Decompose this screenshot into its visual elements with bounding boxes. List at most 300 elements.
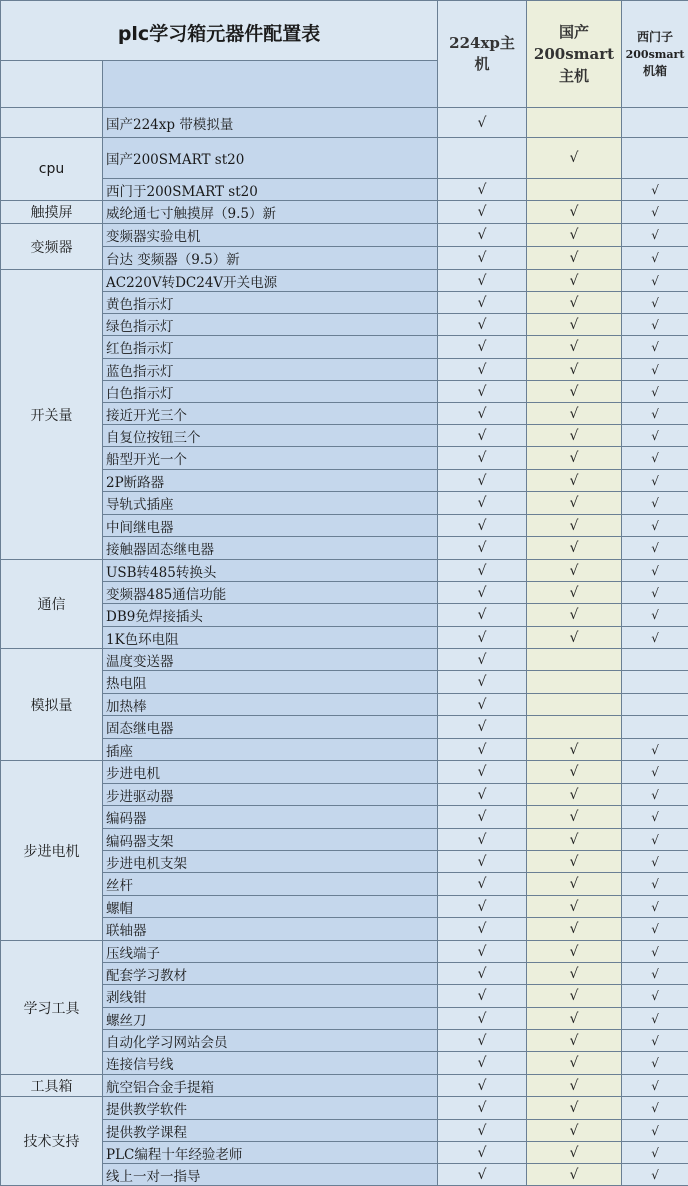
check-cell-a <box>438 425 527 447</box>
table-row <box>1 359 688 381</box>
check-cell-c <box>622 515 688 537</box>
check-cell-c <box>622 359 688 381</box>
check-cell-a <box>438 761 527 784</box>
checkmark-icon: √ <box>477 629 487 646</box>
check-cell-b <box>527 292 622 314</box>
check-cell-c <box>622 470 688 492</box>
checkmark-icon: √ <box>477 427 487 444</box>
checkmark-icon: √ <box>651 496 659 510</box>
check-cell-c <box>622 582 688 604</box>
component-name-cell: 连接信号线 <box>103 1052 438 1075</box>
check-cell-a <box>438 108 527 138</box>
check-cell-b <box>527 649 622 671</box>
category-cell: 学习工具 <box>1 941 103 1075</box>
checkmark-icon: √ <box>569 427 579 444</box>
check-cell-b <box>527 470 622 492</box>
checkmark-icon: √ <box>477 898 487 915</box>
component-name-cell: 自动化学习网站会员 <box>103 1030 438 1052</box>
checkmark-icon: √ <box>569 853 579 870</box>
column-header-200smart-domestic: 国产 200smart 主机 <box>527 1 622 108</box>
check-cell-c <box>622 1097 688 1120</box>
check-cell-b <box>527 896 622 918</box>
check-cell-a <box>438 247 527 270</box>
checkmark-icon: √ <box>651 317 659 332</box>
check-cell-a <box>438 671 527 694</box>
column-header-224xp: 224xp主 机 <box>438 1 527 108</box>
check-cell-a <box>438 716 527 739</box>
check-cell-a <box>438 1030 527 1052</box>
component-name-cell: 配套学习教材 <box>103 963 438 985</box>
check-cell-c <box>622 649 688 671</box>
category-cell: cpu <box>1 138 103 201</box>
checkmark-icon: √ <box>477 472 487 489</box>
category-cell: 技术支持 <box>1 1097 103 1186</box>
component-name-cell: AC220V转DC24V开关电源 <box>103 270 438 292</box>
check-cell-a <box>438 806 527 829</box>
check-cell-b <box>527 201 622 224</box>
checkmark-icon: √ <box>569 495 579 511</box>
table-row <box>1 381 688 403</box>
check-cell-b <box>527 447 622 470</box>
check-cell-a <box>438 918 527 941</box>
check-cell-b <box>527 1097 622 1120</box>
check-cell-b <box>527 716 622 739</box>
checkmark-icon: √ <box>477 988 487 1004</box>
checkmark-icon: √ <box>651 877 659 891</box>
table-row <box>1 1030 688 1052</box>
table-row <box>1 918 688 941</box>
check-cell-a <box>438 851 527 873</box>
check-cell-b <box>527 941 622 963</box>
check-cell-c <box>622 314 688 336</box>
checkmark-icon: √ <box>477 651 487 668</box>
table-row <box>1 784 688 806</box>
checkmark-icon: √ <box>477 607 487 623</box>
checkmark-icon: √ <box>477 272 487 289</box>
checkmark-icon: √ <box>569 1055 579 1071</box>
checkmark-icon: √ <box>651 765 659 779</box>
table-row <box>1 492 688 515</box>
checkmark-icon: √ <box>477 921 487 937</box>
checkmark-icon: √ <box>651 518 659 533</box>
check-cell-c <box>622 671 688 694</box>
check-cell-b <box>527 1030 622 1052</box>
table-row <box>1 873 688 896</box>
checkmark-icon: √ <box>477 786 487 803</box>
checkmark-icon: √ <box>569 405 579 422</box>
check-cell-a <box>438 1008 527 1030</box>
table-row <box>1 201 688 224</box>
checkmark-icon: √ <box>651 406 659 421</box>
checkmark-icon: √ <box>651 1145 659 1160</box>
table-row <box>1 1142 688 1164</box>
checkmark-icon: √ <box>477 943 487 960</box>
checkmark-icon: √ <box>569 876 579 892</box>
component-name-cell: 航空铝合金手提箱 <box>103 1075 438 1097</box>
table-title: plc学习箱元器件配置表 <box>1 1 438 61</box>
check-cell-a <box>438 694 527 716</box>
check-cell-a <box>438 537 527 560</box>
checkmark-icon: √ <box>569 316 579 333</box>
check-cell-c <box>622 1120 688 1142</box>
check-cell-b <box>527 537 622 560</box>
table-row <box>1 1097 688 1120</box>
table-row <box>1 985 688 1008</box>
check-cell-c <box>622 138 688 179</box>
checkmark-icon: √ <box>477 1055 487 1071</box>
checkmark-icon: √ <box>477 383 487 400</box>
check-cell-b <box>527 918 622 941</box>
check-cell-c <box>622 985 688 1008</box>
check-cell-b <box>527 224 622 247</box>
component-name-cell: 蓝色指示灯 <box>103 359 438 381</box>
check-cell-a <box>438 447 527 470</box>
check-cell-b <box>527 314 622 336</box>
checkmark-icon: √ <box>651 966 659 981</box>
header-blank-cell <box>1 61 103 108</box>
table-row <box>1 292 688 314</box>
checkmark-icon: √ <box>651 384 659 399</box>
component-name-cell: 接触器固态继电器 <box>103 537 438 560</box>
table-row <box>1 941 688 963</box>
check-cell-c <box>622 537 688 560</box>
checkmark-icon: √ <box>651 428 659 443</box>
checkmark-icon: √ <box>569 227 579 243</box>
check-cell-c <box>622 403 688 425</box>
check-cell-b <box>527 873 622 896</box>
table-row <box>1 138 688 179</box>
checkmark-icon: √ <box>477 227 487 243</box>
checkmark-icon: √ <box>651 585 659 600</box>
check-cell-c <box>622 108 688 138</box>
checkmark-icon: √ <box>651 1011 659 1026</box>
checkmark-icon: √ <box>651 1101 659 1115</box>
component-name-cell: 螺丝刀 <box>103 1008 438 1030</box>
table-row <box>1 247 688 270</box>
check-cell-a <box>438 224 527 247</box>
component-name-cell: 提供教学课程 <box>103 1120 438 1142</box>
table-row <box>1 963 688 985</box>
check-cell-a <box>438 336 527 359</box>
check-cell-c <box>622 224 688 247</box>
component-name-cell: 国产200SMART st20 <box>103 138 438 179</box>
checkmark-icon: √ <box>477 719 487 735</box>
checkmark-icon: √ <box>477 741 487 758</box>
check-cell-c <box>622 1075 688 1097</box>
table-row <box>1 649 688 671</box>
check-cell-a <box>438 1052 527 1075</box>
checkmark-icon: √ <box>651 810 659 824</box>
check-cell-a <box>438 270 527 292</box>
check-cell-c <box>622 292 688 314</box>
checkmark-icon: √ <box>477 181 487 198</box>
checkmark-icon: √ <box>477 1077 487 1094</box>
checkmark-icon: √ <box>569 204 579 220</box>
category-cell: 模拟量 <box>1 649 103 761</box>
component-name-cell: 威纶通七寸触摸屏（9.5）新 <box>103 201 438 224</box>
check-cell-b <box>527 761 622 784</box>
component-name-cell: DB9免焊接插头 <box>103 604 438 627</box>
component-name-cell: 丝杆 <box>103 873 438 896</box>
check-cell-b <box>527 359 622 381</box>
table-row <box>1 447 688 470</box>
component-name-cell: 压线端子 <box>103 941 438 963</box>
checkmark-icon: √ <box>569 472 579 489</box>
check-cell-b <box>527 247 622 270</box>
header-blank-cell <box>103 61 438 108</box>
checkmark-icon: √ <box>651 944 659 959</box>
checkmark-icon: √ <box>477 294 487 311</box>
component-name-cell: 螺帽 <box>103 896 438 918</box>
checkmark-icon: √ <box>569 607 579 623</box>
component-name-cell: USB转485转换头 <box>103 560 438 582</box>
checkmark-icon: √ <box>569 272 579 289</box>
checkmark-icon: √ <box>569 361 579 378</box>
checkmark-icon: √ <box>569 517 579 534</box>
checkmark-icon: √ <box>651 182 659 197</box>
component-name-cell: 导轨式插座 <box>103 492 438 515</box>
check-cell-a <box>438 941 527 963</box>
checkmark-icon: √ <box>651 451 659 465</box>
check-cell-c <box>622 201 688 224</box>
component-name-cell: 国产224xp 带模拟量 <box>103 108 438 138</box>
checkmark-icon: √ <box>569 898 579 915</box>
check-cell-b <box>527 1052 622 1075</box>
component-name-cell: 接近开光三个 <box>103 403 438 425</box>
table-row <box>1 537 688 560</box>
checkmark-icon: √ <box>569 1010 579 1027</box>
checkmark-icon: √ <box>477 1122 487 1139</box>
category-cell: 开关量 <box>1 270 103 560</box>
table-row <box>1 470 688 492</box>
checkmark-icon: √ <box>569 921 579 937</box>
checkmark-icon: √ <box>651 899 659 914</box>
checkmark-icon: √ <box>569 831 579 848</box>
table-row <box>1 851 688 873</box>
checkmark-icon: √ <box>651 922 659 936</box>
check-cell-c <box>622 963 688 985</box>
component-name-cell: 提供教学软件 <box>103 1097 438 1120</box>
checkmark-icon: √ <box>569 965 579 982</box>
check-cell-b <box>527 694 622 716</box>
checkmark-icon: √ <box>651 787 659 802</box>
check-cell-a <box>438 403 527 425</box>
checkmark-icon: √ <box>569 988 579 1004</box>
component-name-cell: 线上一对一指导 <box>103 1164 438 1186</box>
checkmark-icon: √ <box>477 562 487 579</box>
check-cell-b <box>527 515 622 537</box>
table-row <box>1 761 688 784</box>
component-name-cell: 剥线钳 <box>103 985 438 1008</box>
check-cell-a <box>438 1075 527 1097</box>
checkmark-icon: √ <box>477 831 487 848</box>
check-cell-b <box>527 336 622 359</box>
check-cell-b <box>527 1142 622 1164</box>
category-cell: 步进电机 <box>1 761 103 941</box>
component-name-cell: 中间继电器 <box>103 515 438 537</box>
checkmark-icon: √ <box>651 228 659 242</box>
checkmark-icon: √ <box>569 1077 579 1094</box>
checkmark-icon: √ <box>477 114 487 131</box>
table-row <box>1 582 688 604</box>
check-cell-b <box>527 985 622 1008</box>
check-cell-c <box>622 694 688 716</box>
component-name-cell: 变频器485通信功能 <box>103 582 438 604</box>
check-cell-b <box>527 492 622 515</box>
check-cell-a <box>438 314 527 336</box>
table-row <box>1 108 688 138</box>
checkmark-icon: √ <box>651 1033 659 1048</box>
check-cell-c <box>622 1164 688 1186</box>
checkmark-icon: √ <box>651 1167 659 1182</box>
checkmark-icon: √ <box>651 1078 659 1093</box>
component-name-cell: 船型开光一个 <box>103 447 438 470</box>
checkmark-icon: √ <box>477 540 487 556</box>
checkmark-icon: √ <box>569 741 579 758</box>
table-row <box>1 515 688 537</box>
check-cell-c <box>622 873 688 896</box>
checkmark-icon: √ <box>651 473 659 488</box>
checkmark-icon: √ <box>569 450 579 466</box>
checkmark-icon: √ <box>477 1032 487 1049</box>
check-cell-c <box>622 1030 688 1052</box>
check-cell-b <box>527 1008 622 1030</box>
check-cell-c <box>622 739 688 761</box>
checkmark-icon: √ <box>651 608 659 622</box>
check-cell-b <box>527 1164 622 1186</box>
check-cell-c <box>622 829 688 851</box>
checkmark-icon: √ <box>651 541 659 555</box>
check-cell-b <box>527 403 622 425</box>
checkmark-icon: √ <box>651 205 659 219</box>
checkmark-icon: √ <box>477 696 487 713</box>
checkmark-icon: √ <box>477 764 487 780</box>
check-cell-b <box>527 108 622 138</box>
component-name-cell: 红色指示灯 <box>103 336 438 359</box>
check-cell-b <box>527 381 622 403</box>
category-cell: 工具箱 <box>1 1075 103 1097</box>
checkmark-icon: √ <box>477 1166 487 1183</box>
component-name-cell: 变频器实验电机 <box>103 224 438 247</box>
table-row <box>1 314 688 336</box>
check-cell-a <box>438 829 527 851</box>
category-cell: 触摸屏 <box>1 201 103 224</box>
check-cell-c <box>622 896 688 918</box>
component-name-cell: 西门于200SMART st20 <box>103 179 438 201</box>
check-cell-a <box>438 515 527 537</box>
check-cell-c <box>622 336 688 359</box>
check-cell-a <box>438 963 527 985</box>
component-name-cell: 自复位按钮三个 <box>103 425 438 447</box>
checkmark-icon: √ <box>477 450 487 466</box>
table-row <box>1 739 688 761</box>
check-cell-c <box>622 627 688 649</box>
checkmark-icon: √ <box>651 854 659 869</box>
table-row <box>1 224 688 247</box>
check-cell-a <box>438 1097 527 1120</box>
check-cell-c <box>622 806 688 829</box>
check-cell-b <box>527 138 622 179</box>
component-name-cell: 插座 <box>103 739 438 761</box>
checkmark-icon: √ <box>477 250 487 266</box>
checkmark-icon: √ <box>651 989 659 1003</box>
checkmark-icon: √ <box>569 383 579 400</box>
component-name-cell: 编码器 <box>103 806 438 829</box>
check-cell-b <box>527 627 622 649</box>
category-cell: 变频器 <box>1 224 103 270</box>
component-name-cell: 温度变送器 <box>103 649 438 671</box>
check-cell-c <box>622 247 688 270</box>
check-cell-a <box>438 179 527 201</box>
component-name-cell: 台达 变频器（9.5）新 <box>103 247 438 270</box>
component-name-cell: 绿色指示灯 <box>103 314 438 336</box>
checkmark-icon: √ <box>569 629 579 646</box>
component-name-cell: PLC编程十年经验老师 <box>103 1142 438 1164</box>
check-cell-a <box>438 359 527 381</box>
check-cell-a <box>438 1120 527 1142</box>
check-cell-b <box>527 425 622 447</box>
check-cell-c <box>622 270 688 292</box>
check-cell-a <box>438 985 527 1008</box>
check-cell-b <box>527 784 622 806</box>
component-name-cell: 联轴器 <box>103 918 438 941</box>
checkmark-icon: √ <box>651 362 659 377</box>
check-cell-c <box>622 851 688 873</box>
table-row <box>1 425 688 447</box>
category-cell: 通信 <box>1 560 103 649</box>
check-cell-b <box>527 739 622 761</box>
checkmark-icon: √ <box>477 876 487 892</box>
checkmark-icon: √ <box>651 1056 659 1070</box>
table-row <box>1 1008 688 1030</box>
checkmark-icon: √ <box>477 405 487 422</box>
checkmark-icon: √ <box>651 251 659 265</box>
table-row <box>1 671 688 694</box>
checkmark-icon: √ <box>569 943 579 960</box>
checkmark-icon: √ <box>477 339 487 355</box>
check-cell-a <box>438 739 527 761</box>
checkmark-icon: √ <box>651 742 659 757</box>
check-cell-b <box>527 582 622 604</box>
check-cell-c <box>622 941 688 963</box>
checkmark-icon: √ <box>651 832 659 847</box>
check-cell-c <box>622 604 688 627</box>
table-row <box>1 806 688 829</box>
check-cell-a <box>438 582 527 604</box>
check-cell-c <box>622 784 688 806</box>
checkmark-icon: √ <box>569 786 579 803</box>
checkmark-icon: √ <box>477 674 487 690</box>
check-cell-c <box>622 1142 688 1164</box>
component-name-cell: 2P断路器 <box>103 470 438 492</box>
check-cell-c <box>622 716 688 739</box>
check-cell-c <box>622 179 688 201</box>
checkmark-icon: √ <box>477 204 487 220</box>
checkmark-icon: √ <box>651 273 659 288</box>
check-cell-b <box>527 179 622 201</box>
checkmark-icon: √ <box>477 1010 487 1027</box>
check-cell-a <box>438 784 527 806</box>
component-name-cell: 黄色指示灯 <box>103 292 438 314</box>
check-cell-b <box>527 806 622 829</box>
check-cell-c <box>622 447 688 470</box>
table-row <box>1 1052 688 1075</box>
table-row <box>1 604 688 627</box>
checkmark-icon: √ <box>569 339 579 355</box>
check-cell-a <box>438 492 527 515</box>
check-cell-b <box>527 1075 622 1097</box>
component-name-cell: 固态继电器 <box>103 716 438 739</box>
